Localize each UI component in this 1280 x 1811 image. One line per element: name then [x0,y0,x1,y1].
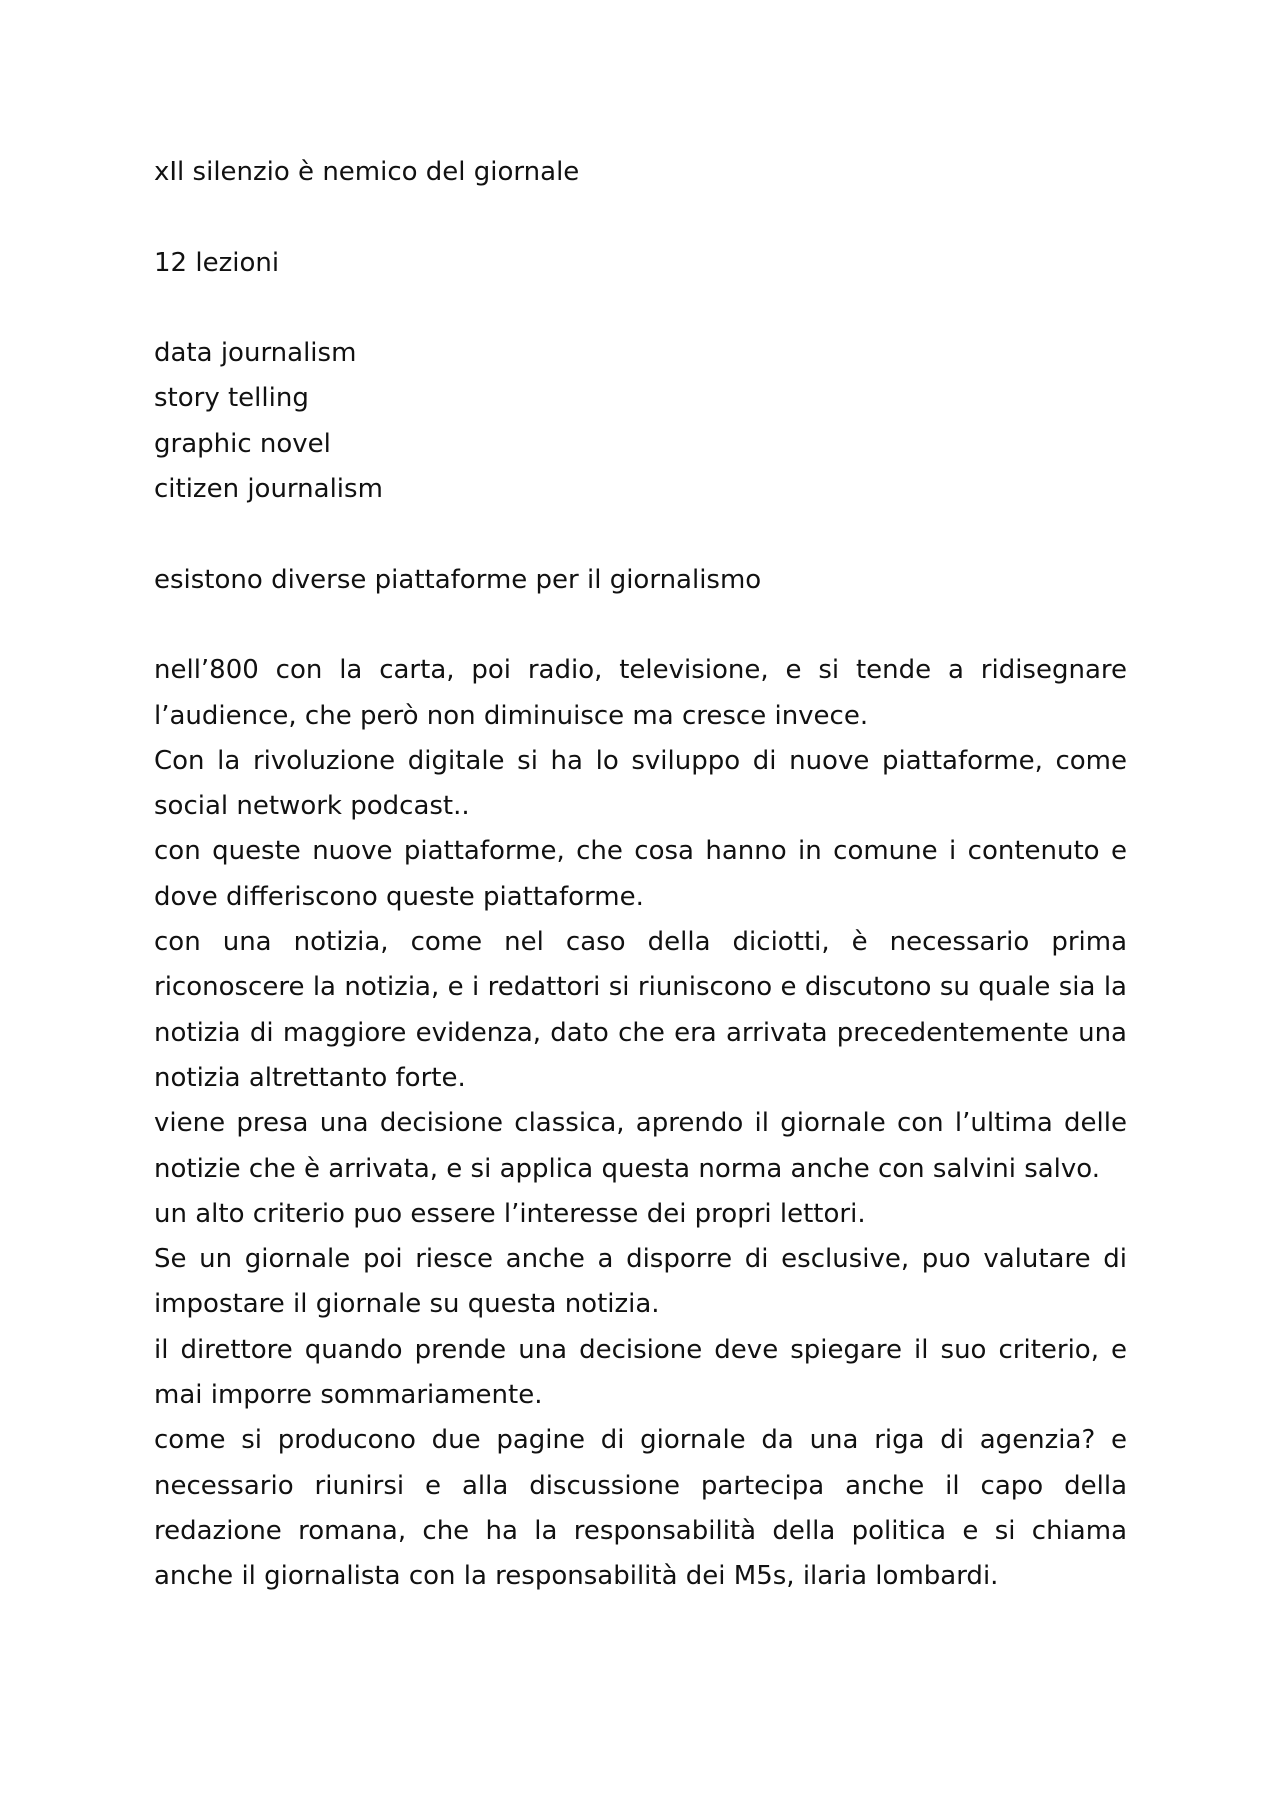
paragraph: Se un giornale poi riesce anche a disporre di esclusive, puo valutare di impostare il giornale su questa notizia. [154,1244,1127,1320]
paragraph: con queste nuove piattaforme, che cosa hanno in comune i contenuto e dove differiscono queste piattaforme. [154,836,1127,912]
spacer [154,512,1127,557]
body-text [154,648,1127,1599]
paragraph: con una notizia, come nel caso della diciotti, è necessario prima riconoscere la notizia, e i redattori si riuniscono e discutono su quale sia la notizia di maggiore evidenza, dato che era arrivata precedentemente una notizia altrettanto forte. [154,927,1127,1093]
document-page [154,150,1127,1600]
paragraph: nell’800 con la carta, poi radio, televisione, e si tende a ridisegnare l’audience, che però non diminuisce ma cresce invece. [154,655,1127,731]
paragraph: il direttore quando prende una decisione deve spiegare il suo criterio, e mai imporre sommariamente. [154,1334,1127,1411]
paragraph: come si producono due pagine di giornale da una riga di agenzia? e necessario riunirsi e alla discussione partecipa anche il capo della redazione romana, che ha la responsabilità della politica e si chiama anche il giornalista con la responsabilità dei M5s, ilaria lombardi. [154,1425,1127,1592]
paragraph: un alto criterio puo essere l’interesse dei propri lettori. [154,1198,866,1229]
document-subtitle: 12 lezioni [154,247,280,278]
topic-item: graphic novel [154,428,331,459]
topic-item: data journalism [154,338,357,369]
paragraph: viene presa una decisione classica, aprendo il giornale con l’ultima delle notizie che è arrivata, e si applica questa norma anche con salvini salvo. [154,1108,1127,1184]
spacer [154,603,1127,648]
topic-list [154,331,1127,512]
document-title: xIl silenzio è nemico del giornale [154,157,580,187]
intro-line: esistono diverse piattaforme per il giornalismo [154,564,762,595]
paragraph: Con la rivoluzione digitale si ha lo sviluppo di nuove piattaforme, come social network podcast.. [154,745,1127,822]
topic-item: citizen journalism [154,474,383,505]
spacer [154,195,1127,240]
topic-item: story telling [154,383,309,414]
spacer [154,286,1127,331]
